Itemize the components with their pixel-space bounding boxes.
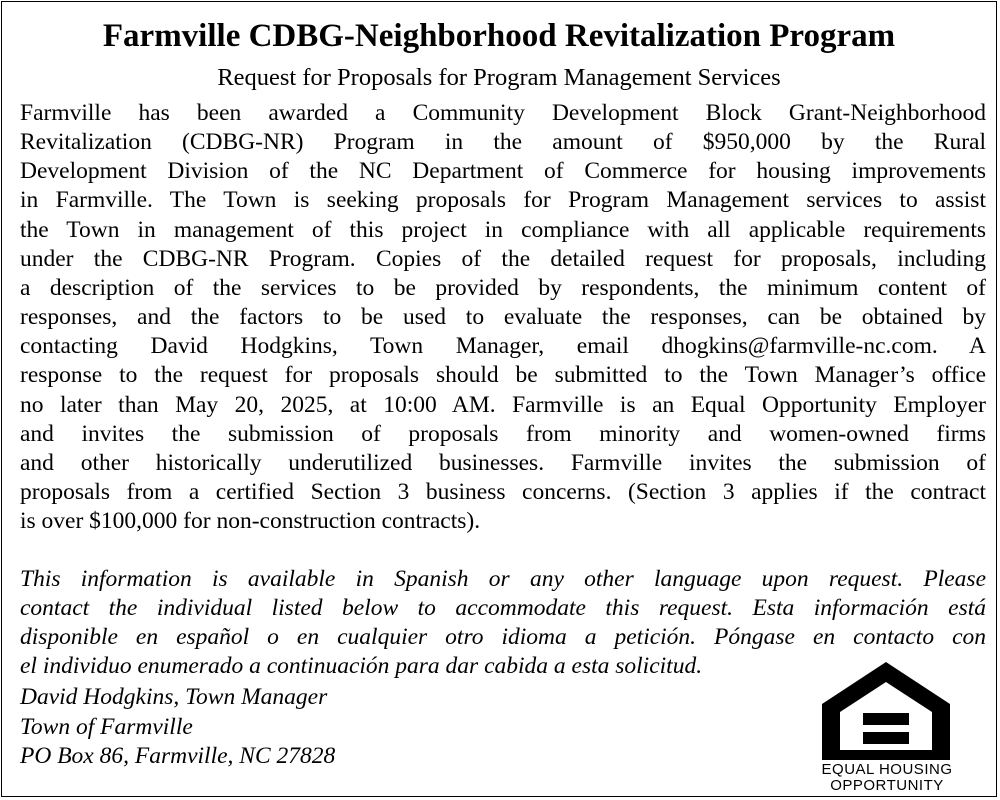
body-line: in Farmville. The Town is seeking proposals for Program Management services to assist	[20, 187, 986, 214]
notice-subtitle: Request for Proposals for Program Management Services	[217, 64, 781, 91]
eho-caption	[814, 762, 960, 794]
body-line: the Town in management of this project in compliance with all applicable requirements	[20, 216, 986, 243]
italic-line: disponible en español o en cualquier otro idioma a petición. Póngase en contacto con	[20, 624, 986, 651]
body-line: under the CDBG-NR Program. Copies of the detailed request for proposals, including	[20, 245, 986, 272]
eho-caption-line2: OPPORTUNITY	[830, 777, 944, 794]
body-line: a description of the services to be provided by respondents, the minimum content of	[20, 274, 986, 301]
body-line: responses, and the factors to be used to evaluate the responses, can be obtained by	[20, 304, 986, 331]
notice-frame	[1, 1, 997, 797]
italic-line: This information is available in Spanish or any other language upon request. Please	[20, 566, 986, 592]
body-line: Farmville has been awarded a Community Development Block Grant-Neighborhood	[20, 100, 986, 126]
body-line: and invites the submission of proposals from minority and women-owned firms	[20, 420, 986, 447]
body-line: no later than May 20, 2025, at 10:00 AM. Farmville is an Equal Opportunity Employer	[20, 391, 986, 418]
contact-block	[20, 683, 620, 772]
body-line: proposals from a certified Section 3 business concerns. (Section 3 applies if the contract	[20, 479, 986, 506]
italic-line: contact the individual listed below to accommodate this request. Esta información está	[20, 595, 986, 622]
contact-name: David Hodgkins, Town Manager	[20, 684, 328, 710]
contact-address: PO Box 86, Farmville, NC 27828	[20, 743, 336, 769]
notice-body	[20, 99, 986, 536]
body-line: is over $100,000 for non-construction contracts).	[20, 508, 481, 535]
contact-organization: Town of Farmville	[20, 713, 193, 740]
body-line: contacting David Hodgkins, Town Manager, email dhogkins@farmville-nc.com. A	[20, 333, 986, 360]
italic-line: el individuo enumerado a continuación para dar cabida a esta solicitud.	[20, 653, 703, 680]
body-line: Development Division of the NC Department of Commerce for housing improvements	[20, 158, 986, 185]
body-line: Revitalization (CDBG-NR) Program in the amount of $950,000 by the Rural	[20, 129, 986, 156]
body-line: response to the request for proposals should be submitted to the Town Manager’s office	[20, 362, 986, 389]
body-line: and other historically underutilized businesses. Farmville invites the submission of	[20, 449, 986, 476]
notice-title: Farmville CDBG-Neighborhood Revitalization Program	[102, 18, 896, 54]
eho-caption-line1: EQUAL HOUSING	[821, 761, 953, 778]
